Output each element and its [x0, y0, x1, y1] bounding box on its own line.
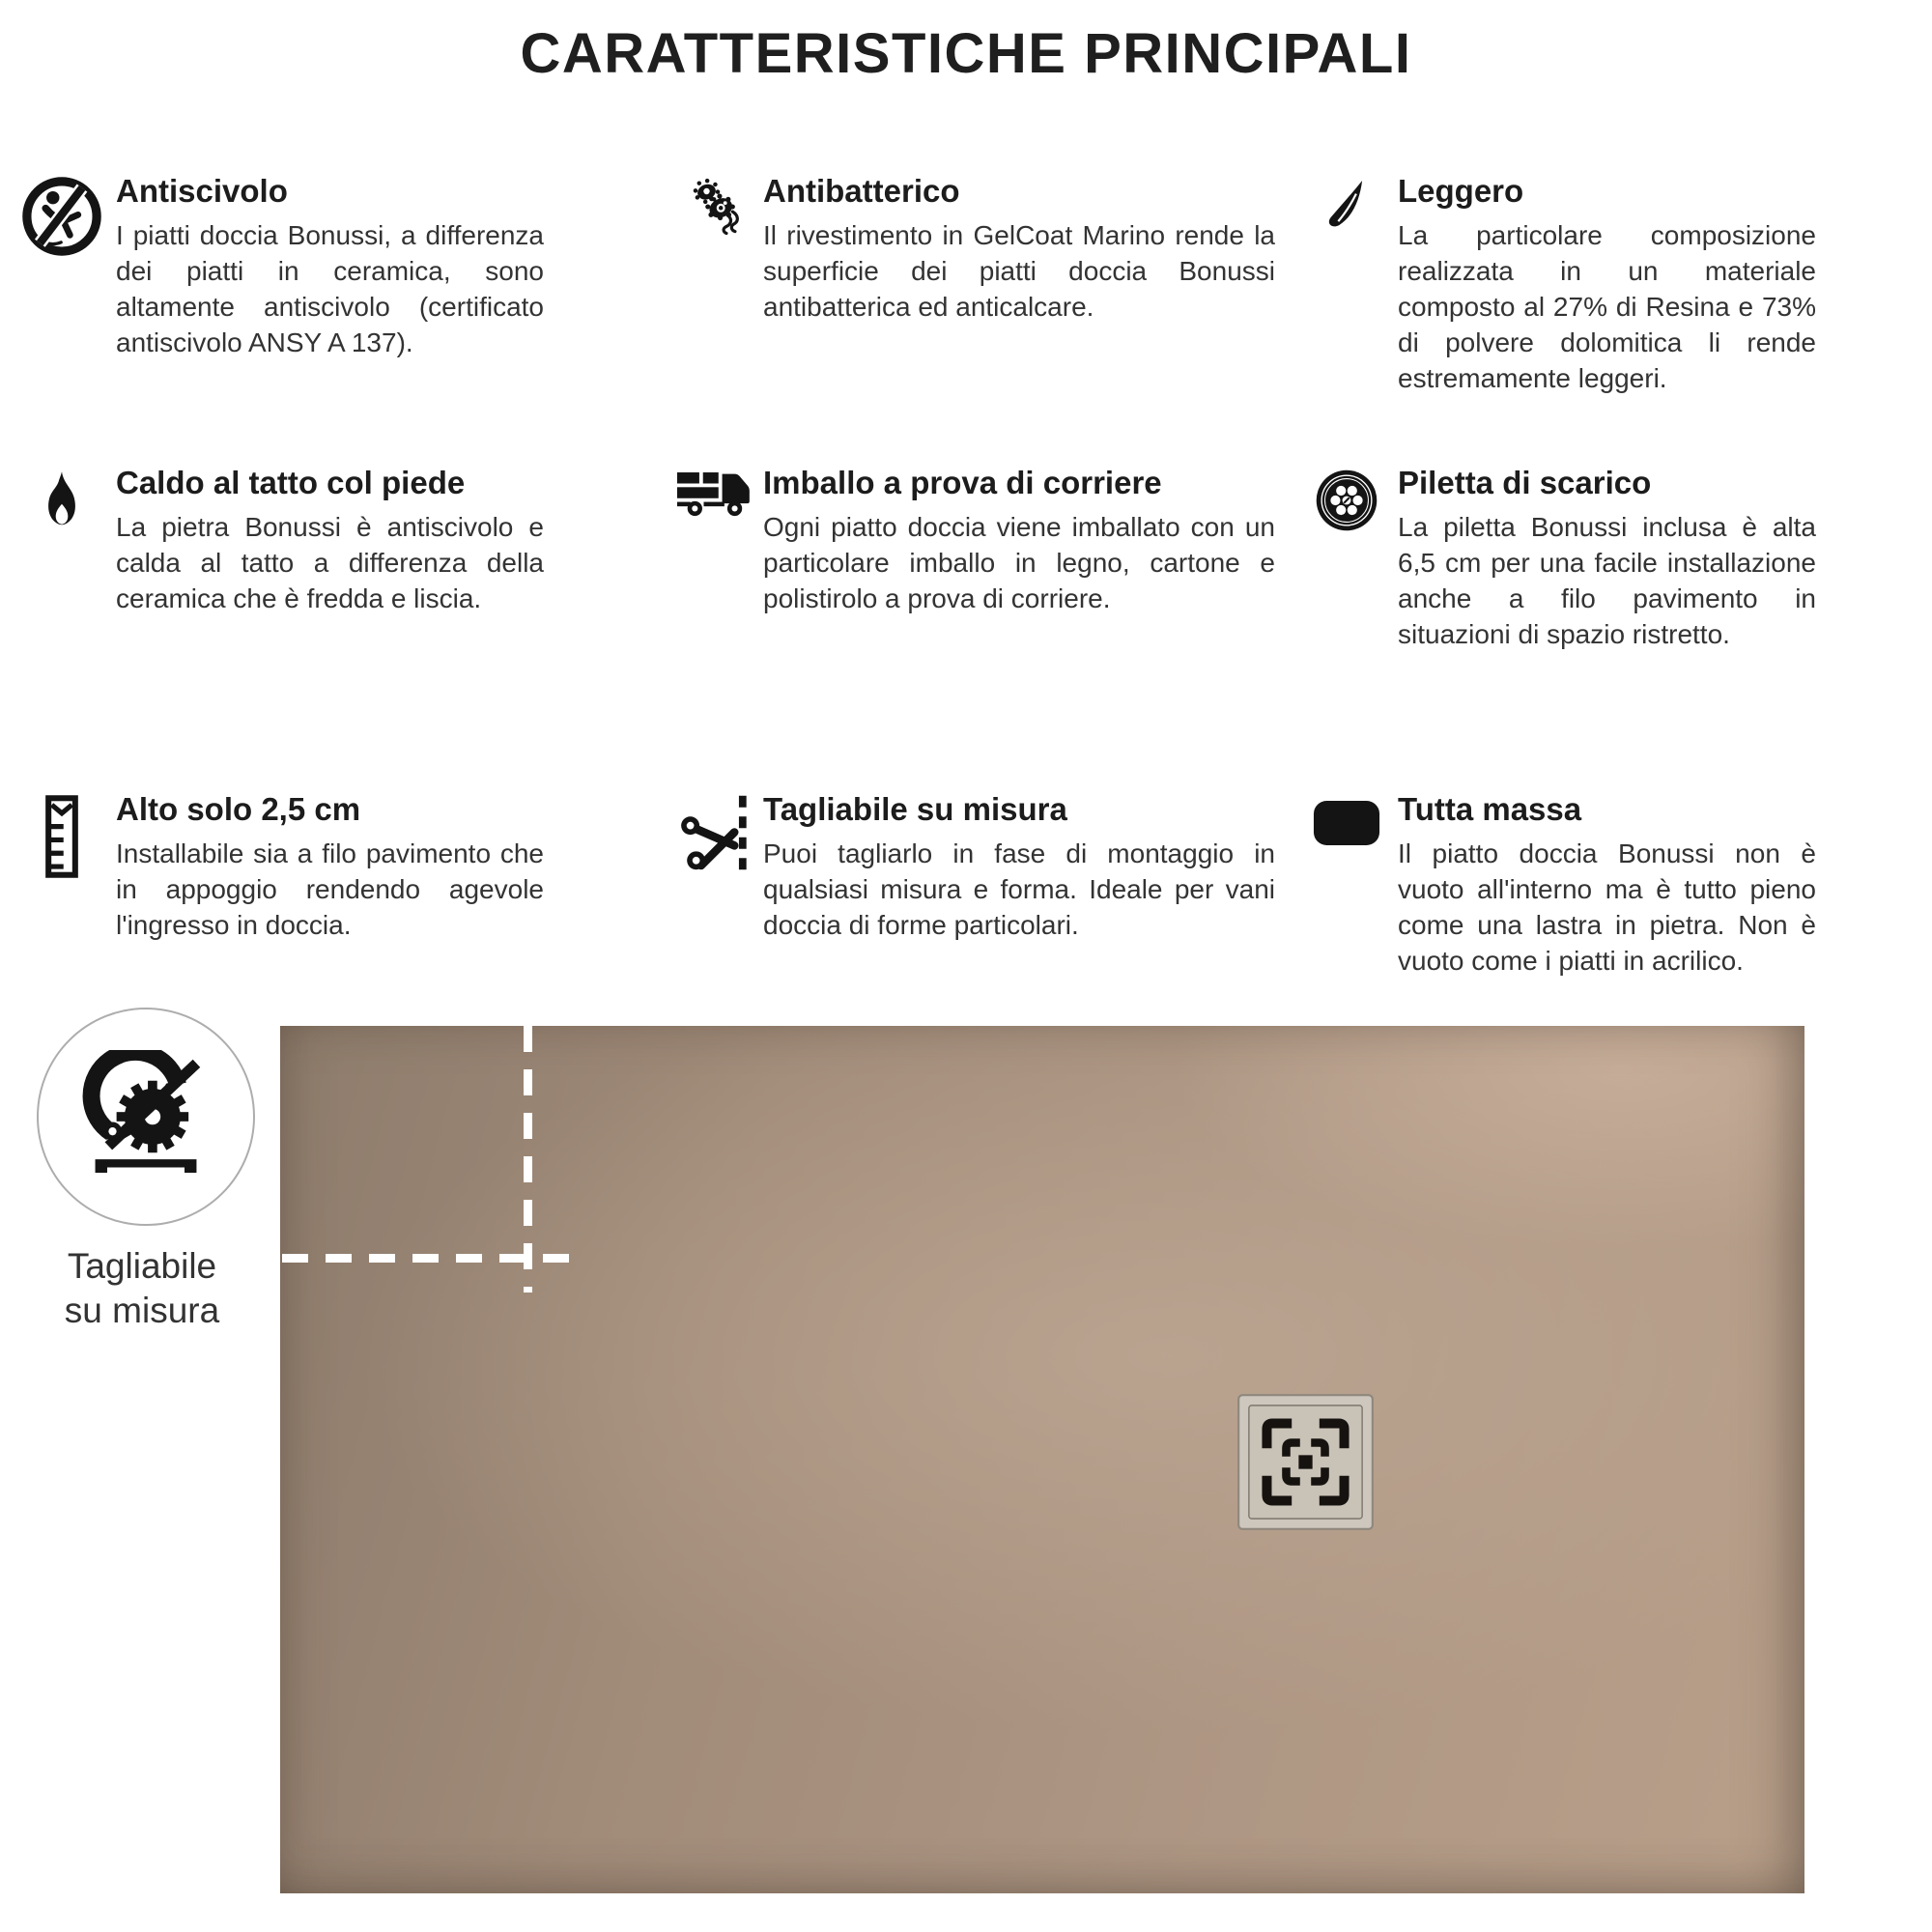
- cuttable-badge: [37, 1008, 255, 1226]
- feature-text: Puoi tagliarlo in fase di montaggio in qualsiasi misura e forma. Ideale per vani doccia di forme particolari.: [763, 838, 1275, 940]
- feature-imballo: [671, 466, 1275, 616]
- feature-leggero: [1294, 174, 1816, 396]
- feature-title: Leggero: [1398, 173, 1524, 209]
- feature-caldo-al-tatto: [8, 466, 544, 616]
- flame-icon: [8, 466, 116, 535]
- ruler-icon: [8, 792, 116, 879]
- feature-title: Alto solo 2,5 cm: [116, 791, 361, 827]
- feature-title: Antibatterico: [763, 173, 960, 209]
- feature-title: Antiscivolo: [116, 173, 288, 209]
- feature-text: La particolare composizione realizzata in un materiale composto al 27% di Resina e 73% di polvere dolomitica li rende estremamente leggeri.: [1398, 220, 1816, 393]
- truck-icon: [671, 466, 763, 527]
- feature-antibatterico: [671, 174, 1275, 325]
- feather-icon: [1294, 174, 1398, 236]
- badge-label-line2: su misura: [64, 1291, 220, 1330]
- feature-title: Tutta massa: [1398, 791, 1582, 827]
- cut-line-horizontal: [282, 1254, 580, 1263]
- feature-text: La pietra Bonussi è antiscivolo e calda al tatto a differenza della ceramica che è fredda e liscia.: [116, 512, 544, 613]
- circular-saw-icon: [79, 1050, 213, 1183]
- drain-icon: [1294, 466, 1398, 533]
- feature-tagliabile: [671, 792, 1275, 943]
- solid-slab-icon: [1294, 792, 1398, 852]
- feature-text: Installabile sia a filo pavimento che in appoggio rendendo agevole l'ingresso in doccia.: [116, 838, 544, 940]
- bacteria-icon: [671, 174, 763, 238]
- scissors-cut-icon: [671, 792, 763, 877]
- feature-antiscivolo: [8, 174, 544, 360]
- drain-cover: [1236, 1393, 1375, 1531]
- badge-label: [12, 1244, 272, 1333]
- feature-text: La piletta Bonussi inclusa è alta 6,5 cm per una facile installazione anche a filo pavimento in situazioni di spazio ristretto.: [1398, 512, 1816, 649]
- feature-piletta: [1294, 466, 1816, 652]
- feature-text: Il rivestimento in GelCoat Marino rende la superficie dei piatti doccia Bonussi antibatterica ed anticalcare.: [763, 220, 1275, 322]
- feature-text: Ogni piatto doccia viene imballato con un particolare imballo in legno, cartone e polistirolo a prova di corriere.: [763, 512, 1275, 613]
- feature-text: I piatti doccia Bonussi, a differenza dei piatti in ceramica, sono altamente antiscivolo (certificato antiscivolo ANSY A 137).: [116, 220, 544, 357]
- page-title: CARATTERISTICHE PRINCIPALI: [520, 22, 1412, 85]
- cut-line-vertical: [524, 1026, 532, 1293]
- feature-title: Tagliabile su misura: [763, 791, 1067, 827]
- feature-tutta-massa: [1294, 792, 1816, 979]
- feature-title: Piletta di scarico: [1398, 465, 1652, 500]
- feature-text: Il piatto doccia Bonussi non è vuoto all'interno ma è tutto pieno come una lastra in pietra. Non è vuoto come i piatti in acrilico.: [1398, 838, 1816, 976]
- feature-alto-solo: [8, 792, 544, 943]
- badge-label-line1: Tagliabile: [67, 1246, 217, 1286]
- feature-title: Imballo a prova di corriere: [763, 465, 1162, 500]
- no-slip-icon: [8, 174, 116, 257]
- product-photo: [280, 1026, 1804, 1893]
- feature-title: Caldo al tatto col piede: [116, 465, 466, 500]
